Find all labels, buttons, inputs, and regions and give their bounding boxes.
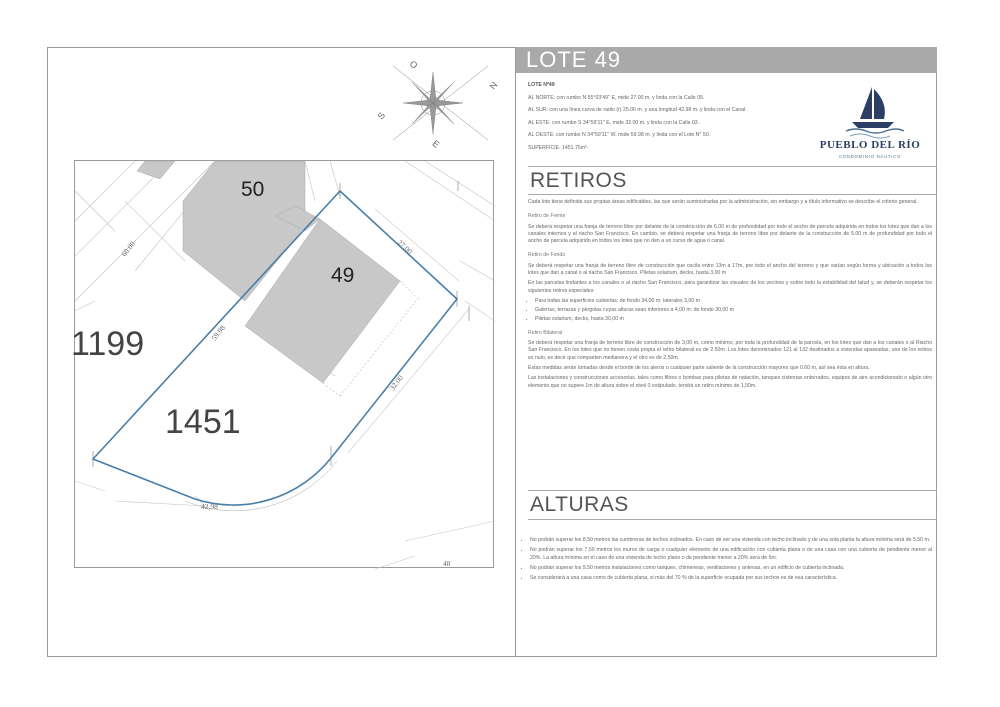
retiros-top-rule <box>528 166 937 167</box>
retiros-intro: Cada lote tiene definida sus propias áreas edificables, las que serán suministradas por la administración, sin embargo y a título informativo se describe el criterio general. <box>528 199 918 205</box>
retiro-frente-title: Retiro de Frente <box>528 213 566 220</box>
retiro-bilateral-text3: Las instalaciones y construcciones accesorias, tales como filtros o bombas para piletas de natación, tanques cisternas enterrados, equipos de aire acondicionado o algún otro elemento que no supere 1m de altura sobre el nivel 0 estipulado, tendrá un retiro mínimo de 1,50m. <box>528 375 932 389</box>
lote-norte: AL NORTE: con rumbo N 55°03'49'' E, mide 27.00 m. y linda con la Calle 05. <box>528 94 705 101</box>
site-plan-drawing <box>71 161 495 569</box>
lot-number-50: 50 <box>241 178 265 201</box>
alturas-top-rule <box>528 490 937 491</box>
retiro-bilateral-text1: Se deberá respetar una franja de terreno libre de construcción de 3,00 m, como mínimo, por toda la profundidad de la parcela, en los lotes que dan a los canales o al Riacho San Francisco. En los lotes que no tienen costa propia el retiro bilateral es de 2.50m. Los lotes denominados 121 al 132 destinados a viviendas apareadas, uno de los retiros es nulo, es decir que comparten medianera y el otro es de 2,50m. <box>528 340 932 361</box>
site-plan <box>71 160 494 568</box>
alturas-bottom-rule <box>528 519 937 520</box>
area-label-1451: 1451 <box>165 403 241 441</box>
retiro-fondo-text2: En las parcelas lindantes a los canales o al riacho San Francisco, para garantizar las visuales de los vecinos y sobre todo la estabilidad del talud y, se deberán respetar los siguientes retiros especiales: <box>528 280 932 294</box>
sailboat-icon <box>816 81 924 141</box>
lote-subtitle: LOTE Nº49 <box>528 82 555 88</box>
alturas-title: ALTURAS <box>530 493 629 516</box>
list-item: • No podrán superar los 8,50 metros las cumbreras de techos inclinados. En caso de ser una vivienda con techo inclinado y de una sola planta la altura mínima será de 5,50 m. <box>530 537 932 544</box>
dimension-street: 60.00 <box>119 239 137 259</box>
retiro-fondo-text1: Se deberá respetar una franja de terreno libre de construcción que oscila entre 13m a 17m, por todo el ancho del terreno y que varían según forma y ubicación a todos los lotes que dan a canal o al riacho San Francisco. Piletas solarium, decks, hasta 3,00 m <box>528 262 932 277</box>
retiros-bottom-rule <box>528 194 937 195</box>
retiros-body <box>528 199 932 393</box>
compass-rose <box>375 54 503 154</box>
alturas-list <box>522 537 932 582</box>
compass-west: O <box>407 58 420 71</box>
lot-number-49: 49 <box>331 264 355 287</box>
retiro-fondo-title: Retiro de Fondo <box>528 252 566 259</box>
list-item: • Piletas solarium, decks, hasta 30,00 m <box>535 316 932 323</box>
compass-north: N <box>487 79 500 92</box>
dimension-north: 27.00 <box>395 237 415 256</box>
dimension-corner: 48 <box>443 559 451 568</box>
lote-header-bar <box>516 47 937 73</box>
retiro-fondo-list <box>528 298 932 323</box>
list-item: • No podrán superar los 9,50 metros instalaciones como tanques, chimeneas, ventilaciones y antenas, en un edificio de cubierta inclinada. <box>530 565 932 572</box>
dimension-south-curve: 42.98 <box>201 502 218 511</box>
lote-title: LOTE 49 <box>526 47 622 72</box>
lote-sur: AL SUR: con una línea curva de radio (r) 25.00 m. y una longitud 42.98 m. y linda con el Canal. <box>528 107 747 113</box>
brand-logo <box>816 81 924 177</box>
area-label-1199: 1199 <box>71 325 145 363</box>
brand-name: PUEBLO DEL RÍO <box>819 139 921 151</box>
right-panel <box>516 47 937 657</box>
retiro-bilateral-text2: Estas medidas serán tomadas desde el borde de los aleros o cualquier parte saliente de la construcción mayores que 0,60 m, así sea ésta en altura. <box>528 365 870 372</box>
lote-oeste: AL OESTE: con rumbo N 34°59'11'' W, mide 59.98 m. y linda con el Lote N° 50. <box>528 132 711 138</box>
dimension-west: 59.98 <box>209 323 227 343</box>
list-item: • Para todas las superficies cubiertas: de fondo 34,00 m; laterales 3,00 m <box>535 298 932 305</box>
retiro-frente-text: Se deberá respetar una franja de terreno libre por delante de la construcción de 6.00 m de profundidad por todo el ancho de parcela adquirida en todos los lotes que dan a los canales internos y al riacho San Francisco. En cambio, se deberá respetar una franja de terreno libre por delante de la construcción de 5.00 m de profundidad por todo el ancho de parcela adquirido en todos los lotes que no den a un curso de agua o canal. <box>528 223 932 245</box>
alturas-body <box>522 537 932 585</box>
list-item: • Se considerará a una casa como de cubierta plana, si más del 70 % de la superficie ocupada por sus techos es de esa característica. <box>530 575 932 582</box>
list-item: • Galerías, terrazas y pérgolas cuyas alturas sean inferiores a 4,00 m: de fondo 30,00 m <box>535 307 932 314</box>
retiro-bilateral-title: Retiro Bilateral <box>528 329 563 336</box>
compass-south: S <box>375 110 388 122</box>
retiros-title: RETIROS <box>530 169 627 192</box>
brand-subtitle: CONDOMINIO NÁUTICO <box>838 154 902 159</box>
compass-east: E <box>430 138 442 150</box>
lote-este: AL ESTE: con rumbo S 34°59'11'' E, mide 32.00 m. y linda con la Calle 03. <box>528 119 700 126</box>
lote-specs <box>528 79 818 154</box>
list-item: • No podrán superar los 7,50 metros los muros de carga o cualquier elemento de una edificación con cubierta plana o de una casa con una cubierta de pendiente menor al 20%. La altura mínima en el caso de una vivienda de techo plano o de pendiente menor a 20% será de 5m. <box>530 547 932 562</box>
dimension-east: 32.00 <box>387 373 405 393</box>
lote-superficie: SUPERFICIE: 1451.76m². <box>528 144 589 151</box>
